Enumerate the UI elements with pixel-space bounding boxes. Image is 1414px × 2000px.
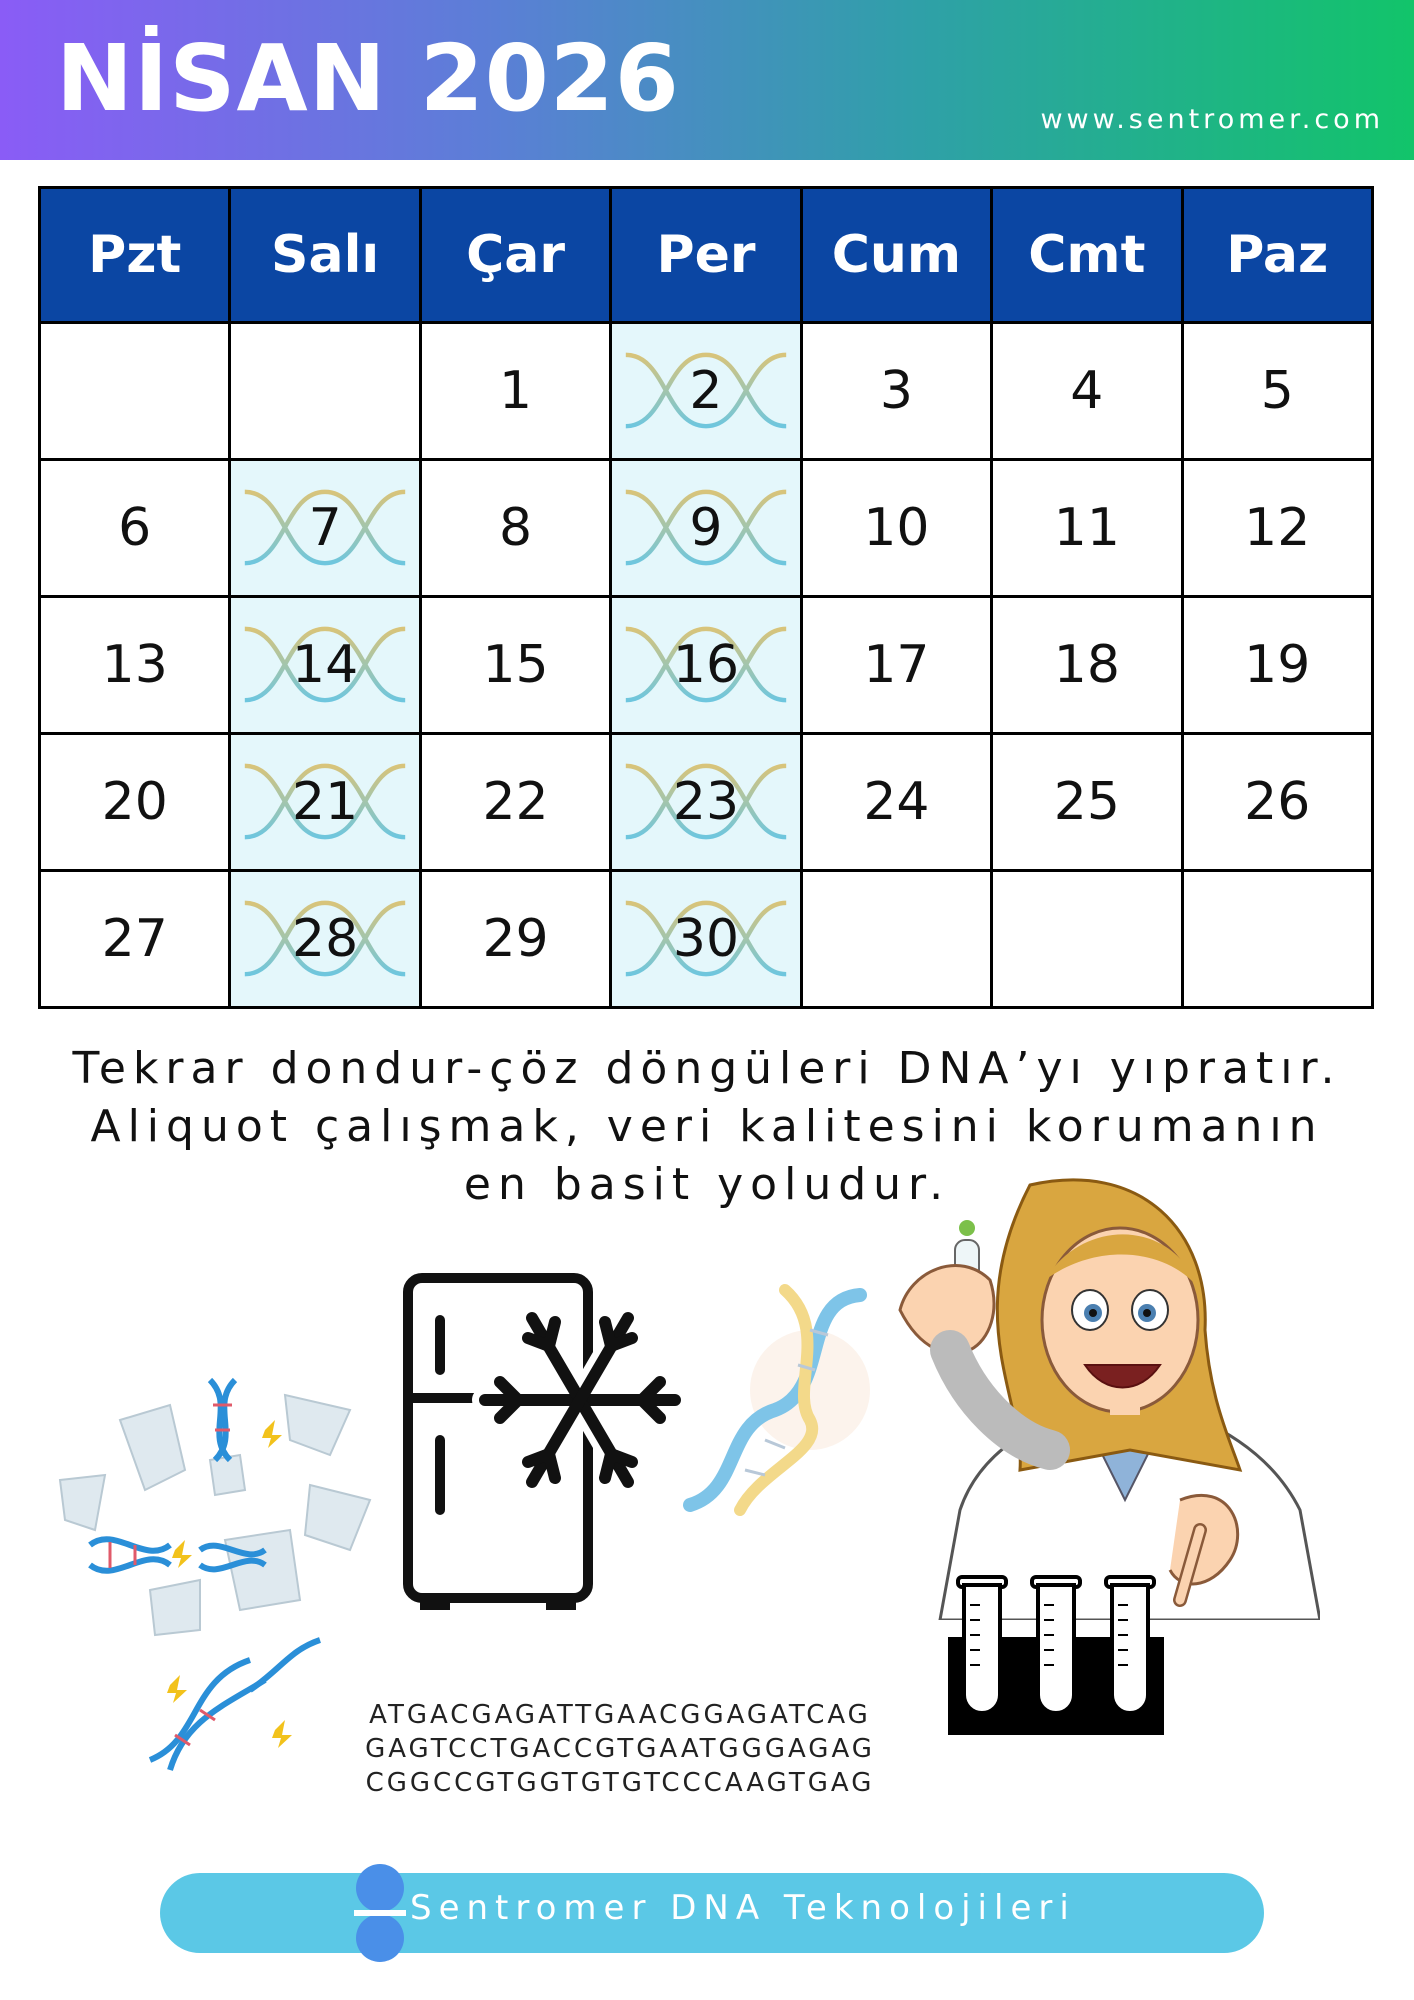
freezer-icon [400, 1270, 700, 1620]
calendar-day-marked[interactable]: 21 [230, 734, 420, 871]
calendar-day[interactable]: 15 [420, 597, 610, 734]
calendar-day-empty [801, 871, 991, 1008]
dna-sequence-line: CGGCCGTGGTGTGTCCCAAGTGAG [365, 1768, 875, 1798]
calendar-day-empty [40, 323, 230, 460]
dna-sequence-line: GAGTCCTGACCGTGAATGGGAGAG [365, 1734, 875, 1764]
test-tube-rack-icon [948, 1575, 1164, 1735]
header-banner [0, 0, 1414, 160]
calendar-day[interactable]: 25 [992, 734, 1182, 871]
website-link[interactable]: www.sentromer.com [1040, 104, 1384, 135]
calendar-day[interactable]: 3 [801, 323, 991, 460]
calendar-day[interactable]: 20 [40, 734, 230, 871]
calendar-day[interactable]: 4 [992, 323, 1182, 460]
calendar-day[interactable]: 6 [40, 460, 230, 597]
calendar-body [40, 323, 1373, 1008]
calendar-day[interactable]: 5 [1182, 323, 1372, 460]
calendar-day-marked[interactable]: 14 [230, 597, 420, 734]
calendar-day[interactable]: 10 [801, 460, 991, 597]
weekday-header: Pzt [40, 188, 230, 323]
calendar-day[interactable]: 8 [420, 460, 610, 597]
month-title: NİSAN 2026 [56, 25, 680, 132]
calendar-day-marked[interactable]: 30 [611, 871, 801, 1008]
calendar-day-empty [230, 323, 420, 460]
calendar-day[interactable]: 22 [420, 734, 610, 871]
calendar-day[interactable]: 18 [992, 597, 1182, 734]
weekday-header: Cmt [992, 188, 1182, 323]
dna-helix-illustration [680, 1280, 880, 1520]
calendar-grid [38, 186, 1374, 1009]
company-name: Sentromer DNA Teknolojileri [410, 1888, 1076, 1928]
weekday-header: Cum [801, 188, 991, 323]
calendar-day-marked[interactable]: 16 [611, 597, 801, 734]
weekday-header: Çar [420, 188, 610, 323]
calendar-day[interactable]: 11 [992, 460, 1182, 597]
weekday-header-row [40, 188, 1373, 323]
calendar-day[interactable]: 12 [1182, 460, 1372, 597]
scientist-illustration [880, 1170, 1320, 1620]
calendar-day[interactable]: 29 [420, 871, 610, 1008]
weekday-header: Paz [1182, 188, 1372, 323]
logo-icon [352, 1862, 408, 1964]
calendar-day[interactable]: 13 [40, 597, 230, 734]
tip-line: en basit yoludur. [463, 1159, 951, 1210]
dna-sequence [320, 1698, 920, 1800]
tip-line: Aliquot çalışmak, veri kalitesini korumanın [90, 1101, 1324, 1152]
weekday-header: Salı [230, 188, 420, 323]
calendar-day[interactable]: 26 [1182, 734, 1372, 871]
calendar-day-marked[interactable]: 7 [230, 460, 420, 597]
calendar-day-empty [992, 871, 1182, 1008]
calendar-week-row [40, 460, 1373, 597]
calendar-day[interactable]: 24 [801, 734, 991, 871]
calendar-day-marked[interactable]: 2 [611, 323, 801, 460]
calendar-day[interactable]: 19 [1182, 597, 1372, 734]
calendar-day[interactable]: 27 [40, 871, 230, 1008]
calendar-day[interactable]: 1 [420, 323, 610, 460]
dna-sequence-line: ATGACGAGATTGAACGGAGATCAG [369, 1700, 871, 1730]
calendar-day-marked[interactable]: 9 [611, 460, 801, 597]
calendar-day-empty [1182, 871, 1372, 1008]
calendar-week-row [40, 597, 1373, 734]
calendar-week-row [40, 734, 1373, 871]
tip-line: Tekrar dondur-çöz döngüleri DNA’yı yıpratır. [72, 1043, 1342, 1094]
calendar-week-row [40, 871, 1373, 1008]
calendar-day-marked[interactable]: 28 [230, 871, 420, 1008]
calendar-week-row [40, 323, 1373, 460]
calendar-day[interactable]: 17 [801, 597, 991, 734]
calendar-day-marked[interactable]: 23 [611, 734, 801, 871]
weekday-header: Per [611, 188, 801, 323]
